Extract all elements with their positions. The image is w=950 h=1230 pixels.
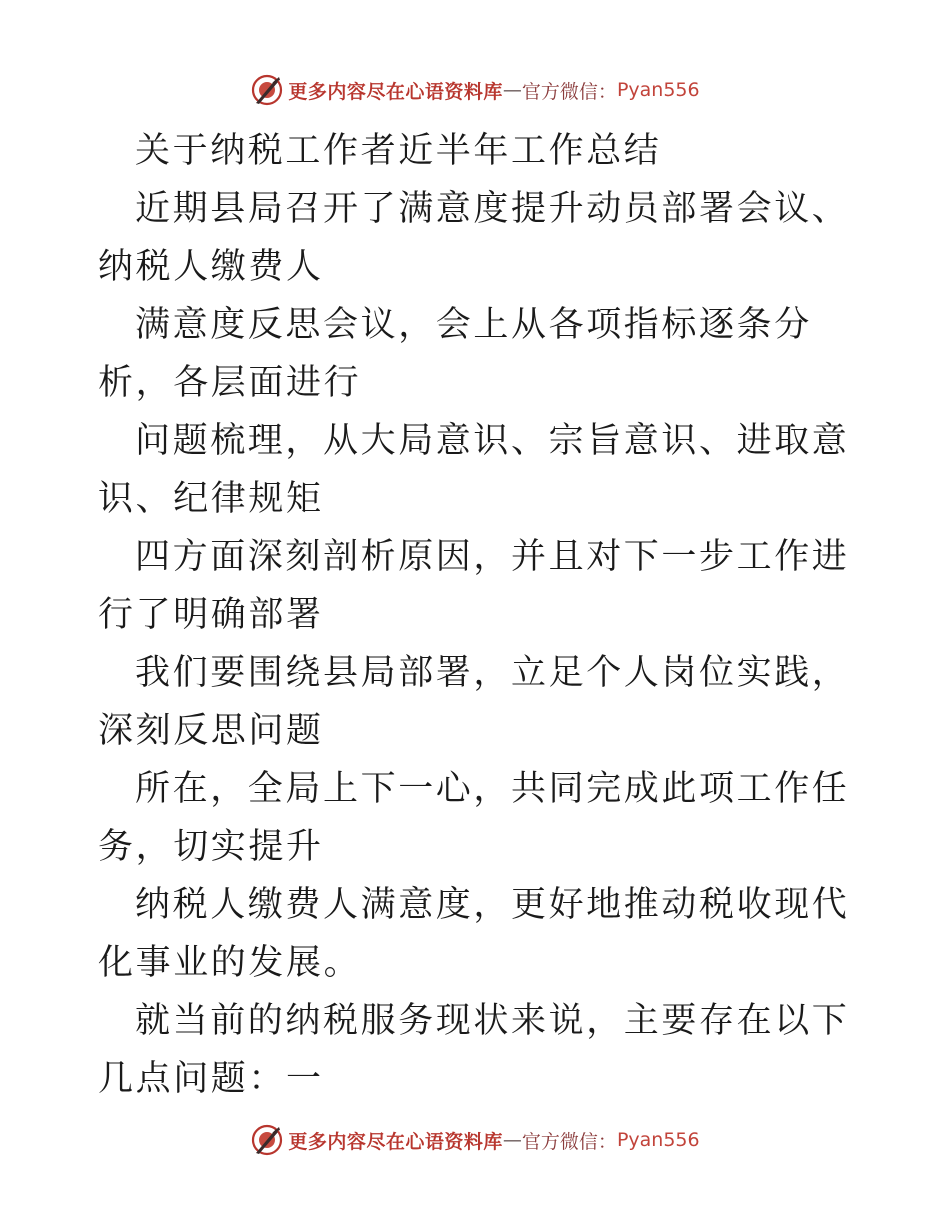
paragraph: 满意度反思会议，会上从各项指标逐条分析，各层面进行 <box>98 305 812 403</box>
watermark-account: Pyan556 <box>616 1129 700 1151</box>
watermark-main-text: 更多内容尽在心语资料库 <box>288 1130 503 1153</box>
paragraph: 所在，全局上下一心，共同完成此项工作任务，切实提升 <box>98 769 850 867</box>
paragraph: 四方面深刻剖析原因，并且对下一步工作进行了明确部署 <box>98 537 850 635</box>
watermark-dash: — <box>502 1129 522 1151</box>
watermark-dash: — <box>502 79 522 101</box>
paragraph: 纳税人缴费人满意度，更好地推动税收现代化事业的发展。 <box>98 885 850 983</box>
paragraph: 问题梳理，从大局意识、宗旨意识、进取意识、纪律规矩 <box>98 421 850 519</box>
watermark-label: 官方微信： <box>521 1130 617 1153</box>
watermark-main-text: 更多内容尽在心语资料库 <box>288 80 503 103</box>
watermark-label: 官方微信： <box>521 80 617 103</box>
paragraph: 近期县局召开了满意度提升动员部署会议、纳税人缴费人 <box>98 189 850 287</box>
quill-logo-icon <box>250 1123 284 1157</box>
document-title: 关于纳税工作者近半年工作总结 <box>135 131 662 171</box>
watermark-account: Pyan556 <box>616 79 700 101</box>
watermark-footer <box>0 1120 950 1160</box>
paragraph: 就当前的纳税服务现状来说，主要存在以下几点问题：一 <box>98 1001 850 1099</box>
paragraph: 我们要围绕县局部署，立足个人岗位实践，深刻反思问题 <box>98 653 850 751</box>
document-body <box>98 122 858 1108</box>
watermark-header <box>0 70 950 110</box>
quill-logo-icon <box>250 73 284 107</box>
